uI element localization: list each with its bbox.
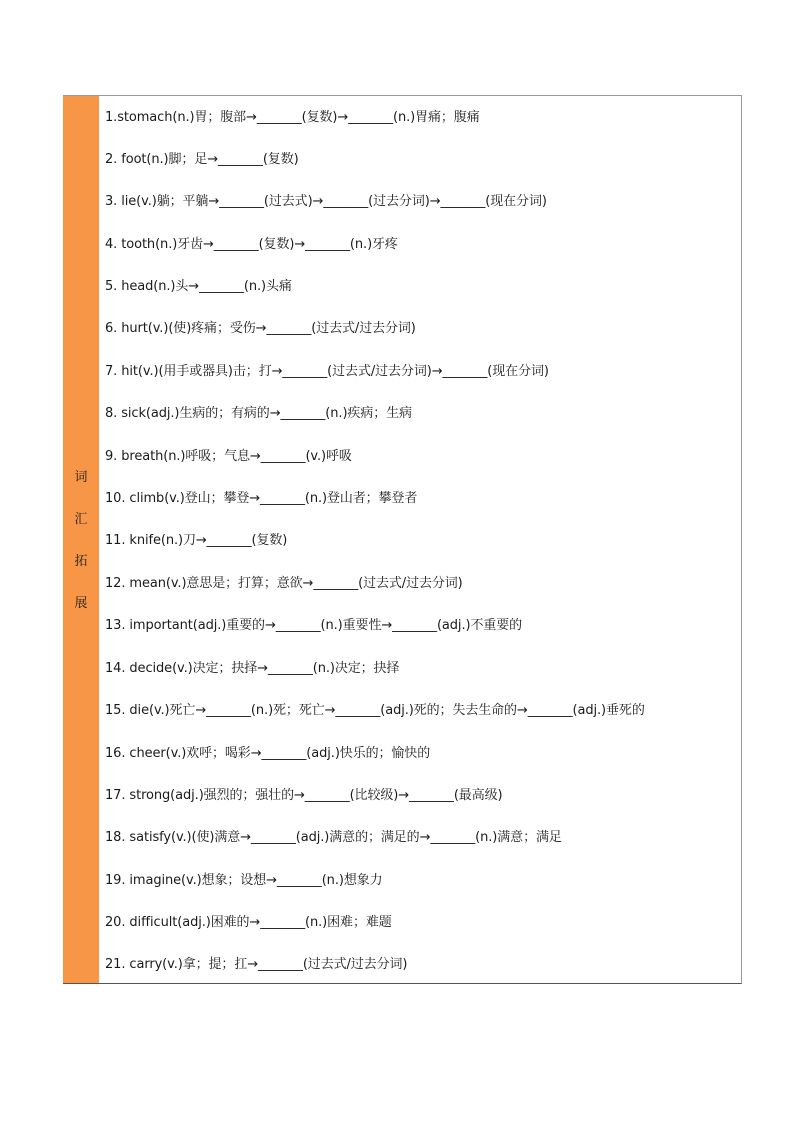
vocab-item: 15. die(v.)死亡→_______(n.)死；死亡→_______(adj.)死的；失去生命的→_______(adj.)垂死的 [105,703,645,718]
vocab-item: 12. mean(v.)意思是；打算；意欲→_______(过去式/过去分词) [105,576,463,591]
section-label-char: 拓 [74,554,88,569]
vocab-item: 19. imagine(v.)想象；设想→_______(n.)想象力 [105,873,383,888]
vocab-item: 18. satisfy(v.)(使)满意→_______(adj.)满意的；满足的→_______(n.)满意；满足 [105,830,562,845]
vocab-item: 10. climb(v.)登山；攀登→_______(n.)登山者；攀登者 [105,491,418,506]
vocabulary-list [99,96,741,983]
section-label [63,457,99,625]
vocab-item: 6. hurt(v.)(使)疼痛；受伤→_______(过去式/过去分词) [105,321,416,336]
vocab-item: 7. hit(v.)(用手或器具)击；打→_______(过去式/过去分词)→_______(现在分词) [105,364,549,379]
vocab-item: 5. head(n.)头→_______(n.)头痛 [105,279,292,294]
section-label-char: 展 [74,596,88,611]
section-label-char: 词 [74,470,88,485]
vocab-item: 3. lie(v.)躺；平躺→_______(过去式)→_______(过去分词)→_______(现在分词) [105,194,547,209]
vocab-item: 9. breath(n.)呼吸；气息→_______(v.)呼吸 [105,449,352,464]
vocab-item: 1.stomach(n.)胃；腹部→_______(复数)→_______(n.)胃痛；腹痛 [105,110,480,125]
vocab-item: 11. knife(n.)刀→_______(复数) [105,533,288,548]
vocab-item: 8. sick(adj.)生病的；有病的→_______(n.)疾病；生病 [105,406,412,421]
vocab-item: 20. difficult(adj.)困难的→_______(n.)困难；难题 [105,915,392,930]
vocab-item: 17. strong(adj.)强烈的；强壮的→_______(比较级)→_______(最高级) [105,788,503,803]
section-label-char: 汇 [74,512,88,527]
vocab-item: 2. foot(n.)脚；足→_______(复数) [105,152,299,167]
section-label-cell [63,96,99,983]
vocab-item: 13. important(adj.)重要的→_______(n.)重要性→_______(adj.)不重要的 [105,618,523,633]
vocab-item: 21. carry(v.)拿；提；扛→_______(过去式/过去分词) [105,957,408,972]
vocabulary-table [63,95,742,984]
vocab-item: 14. decide(v.)决定；抉择→_______(n.)决定；抉择 [105,661,400,676]
vocab-item: 16. cheer(v.)欢呼；喝彩→_______(adj.)快乐的；愉快的 [105,746,431,761]
vocab-item: 4. tooth(n.)牙齿→_______(复数)→_______(n.)牙疼 [105,237,398,252]
